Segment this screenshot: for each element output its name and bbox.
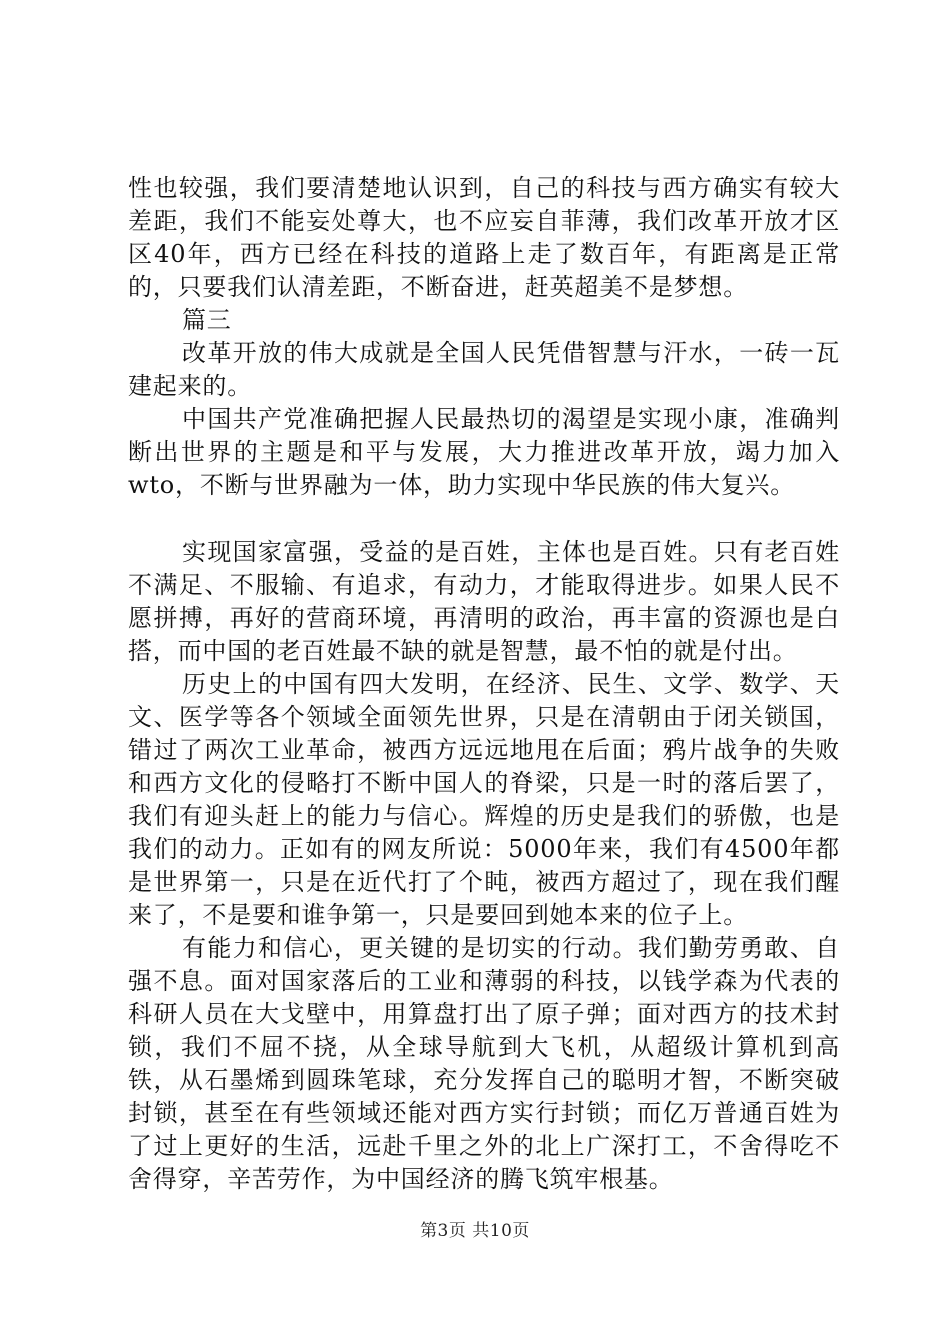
paragraph: 改革开放的伟大成就是全国人民凭借智慧与汗水，一砖一瓦建起来的。 [128,339,840,400]
paragraph: 中国共产党准确把握人民最热切的渴望是实现小康，准确判断出世界的主题是和平与发展，大力推进改革开放，竭力加入wto，不断与世界融为一体，助力实现中华民族的伟大复兴。 [128,405,840,499]
paragraph-continued: 性也较强，我们要清楚地认识到，自己的科技与西方确实有较大差距，我们不能妄处尊大，也不应妄自菲薄，我们改革开放才区区40年，西方已经在科技的道路上走了数百年，有距离是正常的，只要我们认清差距，不断奋进，赶英超美不是梦想。 [128,174,840,301]
paragraph: 有能力和信心，更关键的是切实的行动。我们勤劳勇敢、自强不息。面对国家落后的工业和薄弱的科技，以钱学森为代表的科研人员在大戈壁中，用算盘打出了原子弹；面对西方的技术封锁，我们不屈不挠，从全球导航到大飞机，从超级计算机到高铁，从石墨烯到圆珠笔球，充分发挥自己的聪明才智，不断突破封锁，甚至在有些领域还能对西方实行封锁；而亿万普通百姓为了过上更好的生活，远赴千里之外的北上广深打工，不舍得吃不舍得穿，辛苦劳作，为中国经济的腾飞筑牢根基。 [128,934,840,1193]
page-number-footer: 第3页 共10页 [420,1221,530,1241]
document-body [128,172,840,1196]
paragraph: 实现国家富强，受益的是百姓，主体也是百姓。只有老百姓不满足、不服输、有追求，有动力，才能取得进步。如果人民不愿拼搏，再好的营商环境，再清明的政治，再丰富的资源也是白搭，而中国的老百姓最不缺的就是智慧，最不怕的就是付出。 [128,538,840,665]
section-heading: 篇三 [182,306,232,334]
paragraph: 历史上的中国有四大发明，在经济、民生、文学、数学、天文、医学等各个领域全面领先世界，只是在清朝由于闭关锁国，错过了两次工业革命，被西方远远地甩在后面；鸦片战争的失败和西方文化的侵略打不断中国人的脊梁，只是一时的落后罢了，我们有迎头赶上的能力与信心。辉煌的历史是我们的骄傲，也是我们的动力。正如有的网友所说：5000年来，我们有4500年都是世界第一，只是在近代打了个盹，被西方超过了，现在我们醒来了，不是要和谁争第一，只是要回到她本来的位子上。 [128,670,840,929]
